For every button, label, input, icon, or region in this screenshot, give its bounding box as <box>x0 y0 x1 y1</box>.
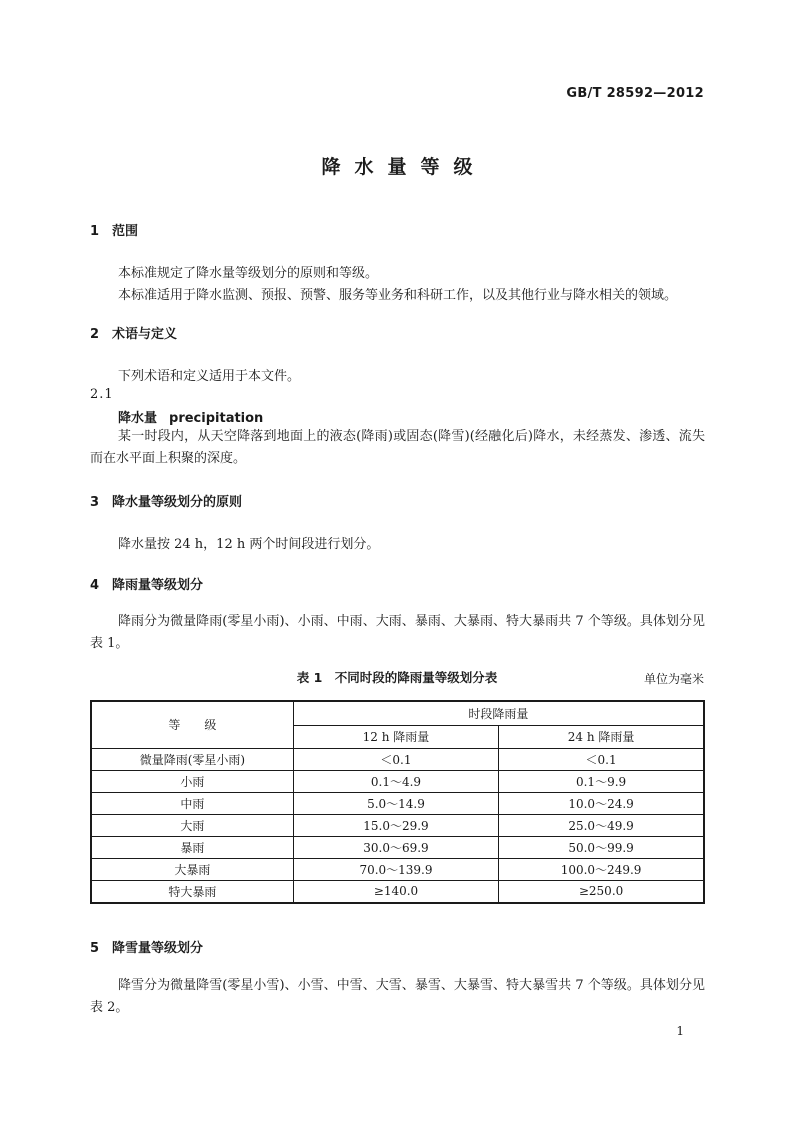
paragraph: 下列术语和定义适用于本文件。 <box>118 369 301 384</box>
rain-12h-cell: 0.1～4.9 <box>293 770 498 792</box>
rainfall-grade-table <box>90 700 705 904</box>
section-title: 降雪量等级划分 <box>112 941 204 956</box>
rain-24h-cell: ＜0.1 <box>499 748 704 770</box>
header-24h: 24 h 降雨量 <box>499 725 704 748</box>
table-row <box>91 792 704 814</box>
section-number: 3 <box>90 495 100 510</box>
table-row <box>91 880 704 903</box>
term-zh: 降水量 <box>118 411 158 426</box>
term-en: precipitation <box>169 411 264 426</box>
section-number: 1 <box>90 224 100 239</box>
table-row <box>91 770 704 792</box>
grade-cell: 微量降雨(零星小雨) <box>91 748 293 770</box>
document-title: 降水量等级 <box>321 156 487 178</box>
term-entry <box>118 407 263 426</box>
grade-cell: 中雨 <box>91 792 293 814</box>
grade-cell: 大雨 <box>91 814 293 836</box>
rain-12h-cell: 5.0～14.9 <box>293 792 498 814</box>
header-grade: 等 级 <box>91 701 293 748</box>
rain-12h-cell: 70.0～139.9 <box>293 858 498 880</box>
paragraph: 本标准适用于降水监测、预报、预警、服务等业务和科研工作，以及其他行业与降水相关的领域。 <box>118 288 678 303</box>
table-caption: 表 1 不同时段的降雨量等级划分表 <box>296 670 498 685</box>
table-unit: 单位为毫米 <box>643 672 704 686</box>
section-3-heading <box>90 491 242 510</box>
header-12h: 12 h 降雨量 <box>293 725 498 748</box>
grade-cell: 小雨 <box>91 770 293 792</box>
section-4-heading <box>90 574 203 593</box>
grade-cell: 暴雨 <box>91 836 293 858</box>
table-row <box>91 858 704 880</box>
section-title: 术语与定义 <box>112 327 178 342</box>
section-2-heading <box>90 323 177 342</box>
rain-24h-cell: 100.0～249.9 <box>499 858 704 880</box>
header-period-rainfall: 时段降雨量 <box>293 701 704 725</box>
paragraph: 本标准规定了降水量等级划分的原则和等级。 <box>118 266 379 281</box>
table-row <box>91 748 704 770</box>
section-number: 5 <box>90 941 100 956</box>
page-number: 1 <box>676 1024 684 1038</box>
rain-12h-cell: ＜0.1 <box>293 748 498 770</box>
paragraph: 降雨分为微量降雨(零星小雨)、小雨、中雨、大雨、暴雨、大暴雨、特大暴雨共 7 个等级。具体划分见表 1。 <box>90 614 705 651</box>
term-number: 2.1 <box>90 387 114 402</box>
grade-cell: 特大暴雨 <box>91 880 293 903</box>
rain-24h-cell: 50.0～99.9 <box>499 836 704 858</box>
section-5-heading <box>90 937 203 956</box>
section-number: 4 <box>90 578 100 593</box>
section-title: 范围 <box>112 224 139 239</box>
section-number: 2 <box>90 327 100 342</box>
rain-12h-cell: ≥140.0 <box>293 880 498 903</box>
table-row <box>91 814 704 836</box>
rain-24h-cell: 0.1～9.9 <box>499 770 704 792</box>
section-title: 降水量等级划分的原则 <box>112 495 243 510</box>
standard-code: GB/T 28592—2012 <box>566 86 704 101</box>
section-1-heading <box>90 220 138 239</box>
rain-12h-cell: 30.0～69.9 <box>293 836 498 858</box>
rain-12h-cell: 15.0～29.9 <box>293 814 498 836</box>
rain-24h-cell: ≥250.0 <box>499 880 704 903</box>
paragraph: 降水量按 24 h，12 h 两个时间段进行划分。 <box>118 537 380 552</box>
rain-24h-cell: 10.0～24.9 <box>499 792 704 814</box>
term-definition: 某一时段内，从天空降落到地面上的液态(降雨)或固态(降雪)(经融化后)降水，未经蒸发、渗透、流失而在水平面上积聚的深度。 <box>90 429 705 466</box>
section-title: 降雨量等级划分 <box>112 578 204 593</box>
table-row <box>91 836 704 858</box>
rain-24h-cell: 25.0～49.9 <box>499 814 704 836</box>
grade-cell: 大暴雨 <box>91 858 293 880</box>
paragraph: 降雪分为微量降雪(零星小雪)、小雪、中雪、大雪、暴雪、大暴雪、特大暴雪共 7 个等级。具体划分见表 2。 <box>90 978 705 1015</box>
